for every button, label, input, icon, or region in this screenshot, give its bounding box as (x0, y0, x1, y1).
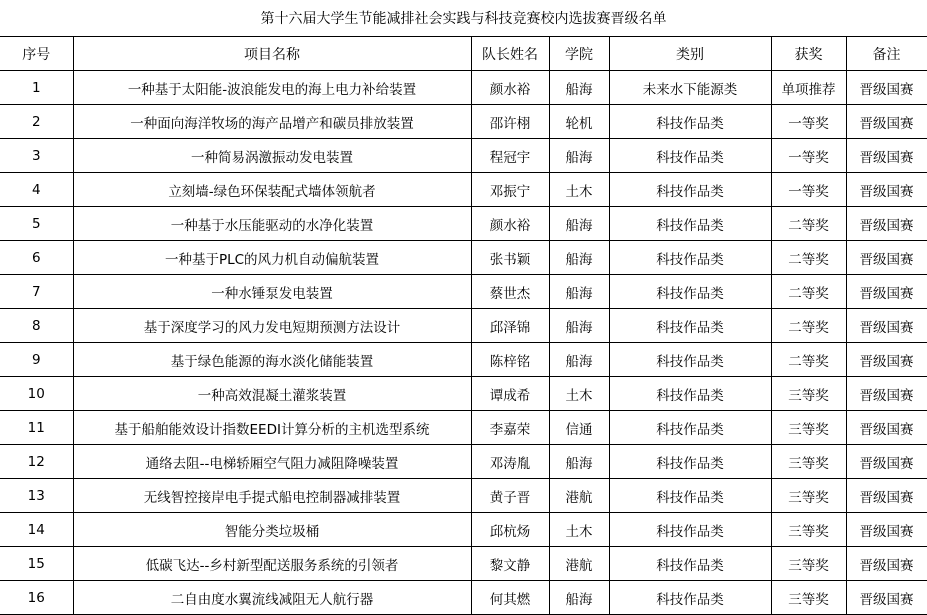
cell-remark[interactable]: 晋级国赛 (846, 547, 927, 581)
cell-award[interactable]: 三等奖 (771, 411, 846, 445)
cell-remark[interactable]: 晋级国赛 (846, 343, 927, 377)
cell-college[interactable]: 轮机 (549, 105, 609, 139)
cell-award[interactable]: 二等奖 (771, 343, 846, 377)
table-row (0, 207, 927, 241)
cell-project-name[interactable]: 一种简易涡激振动发电装置 (73, 139, 471, 173)
cell-index[interactable]: 5 (0, 207, 73, 241)
cell-captain[interactable]: 黄子晋 (471, 479, 549, 513)
cell-index[interactable]: 9 (0, 343, 73, 377)
cell-college[interactable]: 土木 (549, 173, 609, 207)
cell-index[interactable]: 2 (0, 105, 73, 139)
cell-college[interactable]: 船海 (549, 581, 609, 615)
cell-project-name[interactable]: 一种基于太阳能-波浪能发电的海上电力补给装置 (73, 71, 471, 105)
cell-remark[interactable]: 晋级国赛 (846, 105, 927, 139)
cell-category[interactable]: 科技作品类 (609, 479, 771, 513)
table-row (0, 173, 927, 207)
cell-category[interactable]: 科技作品类 (609, 241, 771, 275)
cell-index[interactable]: 8 (0, 309, 73, 343)
cell-index[interactable]: 1 (0, 71, 73, 105)
cell-captain[interactable]: 程冠宇 (471, 139, 549, 173)
cell-college[interactable]: 港航 (549, 479, 609, 513)
cell-index[interactable]: 7 (0, 275, 73, 309)
cell-college[interactable]: 船海 (549, 207, 609, 241)
cell-category[interactable]: 科技作品类 (609, 513, 771, 547)
cell-remark[interactable]: 晋级国赛 (846, 411, 927, 445)
cell-category[interactable]: 科技作品类 (609, 547, 771, 581)
cell-category[interactable]: 科技作品类 (609, 275, 771, 309)
table-row (0, 513, 927, 547)
cell-index[interactable]: 16 (0, 581, 73, 615)
cell-remark[interactable]: 晋级国赛 (846, 581, 927, 615)
cell-captain[interactable]: 陈梓铭 (471, 343, 549, 377)
cell-captain[interactable]: 何其燃 (471, 581, 549, 615)
cell-index[interactable]: 3 (0, 139, 73, 173)
cell-category[interactable]: 科技作品类 (609, 207, 771, 241)
cell-remark[interactable]: 晋级国赛 (846, 139, 927, 173)
table-row (0, 581, 927, 615)
cell-remark[interactable]: 晋级国赛 (846, 377, 927, 411)
cell-project-name[interactable]: 无线智控接岸电手提式船电控制器减排装置 (73, 479, 471, 513)
cell-college[interactable]: 船海 (549, 343, 609, 377)
cell-captain[interactable]: 颜水裕 (471, 71, 549, 105)
cell-category[interactable]: 未来水下能源类 (609, 71, 771, 105)
cell-project-name[interactable]: 一种基于水压能驱动的水净化装置 (73, 207, 471, 241)
cell-category[interactable]: 科技作品类 (609, 343, 771, 377)
header-award[interactable]: 获奖 (771, 37, 846, 71)
cell-college[interactable]: 船海 (549, 71, 609, 105)
cell-college[interactable]: 港航 (549, 547, 609, 581)
sheet-title: 第十六届大学生节能减排社会实践与科技竞赛校内选拔赛晋级名单 (0, 0, 927, 37)
cell-college[interactable]: 土木 (549, 377, 609, 411)
cell-remark[interactable]: 晋级国赛 (846, 207, 927, 241)
header-index[interactable]: 序号 (0, 37, 73, 71)
cell-award[interactable]: 三等奖 (771, 581, 846, 615)
cell-category[interactable]: 科技作品类 (609, 445, 771, 479)
cell-project-name[interactable]: 一种水锤泵发电装置 (73, 275, 471, 309)
cell-college[interactable]: 船海 (549, 445, 609, 479)
cell-project-name[interactable]: 基于船舶能效设计指数EEDI计算分析的主机选型系统 (73, 411, 471, 445)
cell-award[interactable]: 二等奖 (771, 309, 846, 343)
table-row (0, 309, 927, 343)
cell-captain[interactable]: 蔡世杰 (471, 275, 549, 309)
cell-remark[interactable]: 晋级国赛 (846, 309, 927, 343)
header-row (0, 37, 927, 71)
table-row (0, 547, 927, 581)
cell-college[interactable]: 土木 (549, 513, 609, 547)
cell-award[interactable]: 二等奖 (771, 241, 846, 275)
cell-category[interactable]: 科技作品类 (609, 105, 771, 139)
table-row (0, 275, 927, 309)
cell-remark[interactable]: 晋级国赛 (846, 241, 927, 275)
cell-index[interactable]: 6 (0, 241, 73, 275)
cell-captain[interactable]: 邓涛胤 (471, 445, 549, 479)
cell-project-name[interactable]: 基于绿色能源的海水淡化储能装置 (73, 343, 471, 377)
cell-remark[interactable]: 晋级国赛 (846, 173, 927, 207)
cell-project-name[interactable]: 基于深度学习的风力发电短期预测方法设计 (73, 309, 471, 343)
header-captain[interactable]: 队长姓名 (471, 37, 549, 71)
cell-project-name[interactable]: 二自由度水翼流线减阻无人航行器 (73, 581, 471, 615)
cell-college[interactable]: 船海 (549, 275, 609, 309)
cell-index[interactable]: 10 (0, 377, 73, 411)
cell-captain[interactable]: 邓振宁 (471, 173, 549, 207)
cell-captain[interactable]: 颜水裕 (471, 207, 549, 241)
table-row (0, 343, 927, 377)
table-row (0, 105, 927, 139)
cell-project-name[interactable]: 智能分类垃圾桶 (73, 513, 471, 547)
table-row (0, 139, 927, 173)
cell-award[interactable]: 三等奖 (771, 377, 846, 411)
table-row (0, 241, 927, 275)
cell-category[interactable]: 科技作品类 (609, 411, 771, 445)
cell-college[interactable]: 船海 (549, 139, 609, 173)
cell-category[interactable]: 科技作品类 (609, 173, 771, 207)
cell-index[interactable]: 13 (0, 479, 73, 513)
cell-captain[interactable]: 谭成希 (471, 377, 549, 411)
cell-award[interactable]: 三等奖 (771, 479, 846, 513)
cell-index[interactable]: 12 (0, 445, 73, 479)
cell-project-name[interactable]: 立刻墙-绿色环保装配式墙体领航者 (73, 173, 471, 207)
cell-project-name[interactable]: 一种面向海洋牧场的海产品增产和碳员排放装置 (73, 105, 471, 139)
table-row (0, 479, 927, 513)
cell-award[interactable]: 一等奖 (771, 139, 846, 173)
cell-captain[interactable]: 邱杭炀 (471, 513, 549, 547)
cell-index[interactable]: 14 (0, 513, 73, 547)
cell-remark[interactable]: 晋级国赛 (846, 513, 927, 547)
cell-remark[interactable]: 晋级国赛 (846, 479, 927, 513)
cell-captain[interactable]: 邵许栩 (471, 105, 549, 139)
cell-captain[interactable]: 邱泽锦 (471, 309, 549, 343)
cell-award[interactable]: 三等奖 (771, 547, 846, 581)
cell-index[interactable]: 11 (0, 411, 73, 445)
cell-award[interactable]: 一等奖 (771, 105, 846, 139)
table-row (0, 71, 927, 105)
cell-remark[interactable]: 晋级国赛 (846, 71, 927, 105)
cell-remark[interactable]: 晋级国赛 (846, 445, 927, 479)
cell-index[interactable]: 15 (0, 547, 73, 581)
cell-award[interactable]: 三等奖 (771, 445, 846, 479)
cell-award[interactable]: 三等奖 (771, 513, 846, 547)
cell-category[interactable]: 科技作品类 (609, 309, 771, 343)
table-row (0, 377, 927, 411)
cell-award[interactable]: 一等奖 (771, 173, 846, 207)
cell-category[interactable]: 科技作品类 (609, 139, 771, 173)
table-row (0, 411, 927, 445)
header-college[interactable]: 学院 (549, 37, 609, 71)
cell-college[interactable]: 信通 (549, 411, 609, 445)
cell-project-name[interactable]: 低碳飞达--乡村新型配送服务系统的引领者 (73, 547, 471, 581)
cell-award[interactable]: 单项推荐 (771, 71, 846, 105)
cell-project-name[interactable]: 一种高效混凝土灌浆装置 (73, 377, 471, 411)
cell-category[interactable]: 科技作品类 (609, 581, 771, 615)
cell-captain[interactable]: 张书颖 (471, 241, 549, 275)
cell-captain[interactable]: 李嘉荣 (471, 411, 549, 445)
cell-index[interactable]: 4 (0, 173, 73, 207)
cell-project-name[interactable]: 一种基于PLC的风力机自动偏航装置 (73, 241, 471, 275)
header-category[interactable]: 类别 (609, 37, 771, 71)
cell-award[interactable]: 二等奖 (771, 275, 846, 309)
cell-college[interactable]: 船海 (549, 241, 609, 275)
cell-captain[interactable]: 黎文静 (471, 547, 549, 581)
cell-award[interactable]: 二等奖 (771, 207, 846, 241)
header-project-name[interactable]: 项目名称 (73, 37, 471, 71)
cell-project-name[interactable]: 通络去阻--电梯轿厢空气阻力减阻降噪装置 (73, 445, 471, 479)
header-remark[interactable]: 备注 (846, 37, 927, 71)
cell-college[interactable]: 船海 (549, 309, 609, 343)
cell-category[interactable]: 科技作品类 (609, 377, 771, 411)
table-row (0, 445, 927, 479)
cell-remark[interactable]: 晋级国赛 (846, 275, 927, 309)
results-table (0, 36, 927, 615)
